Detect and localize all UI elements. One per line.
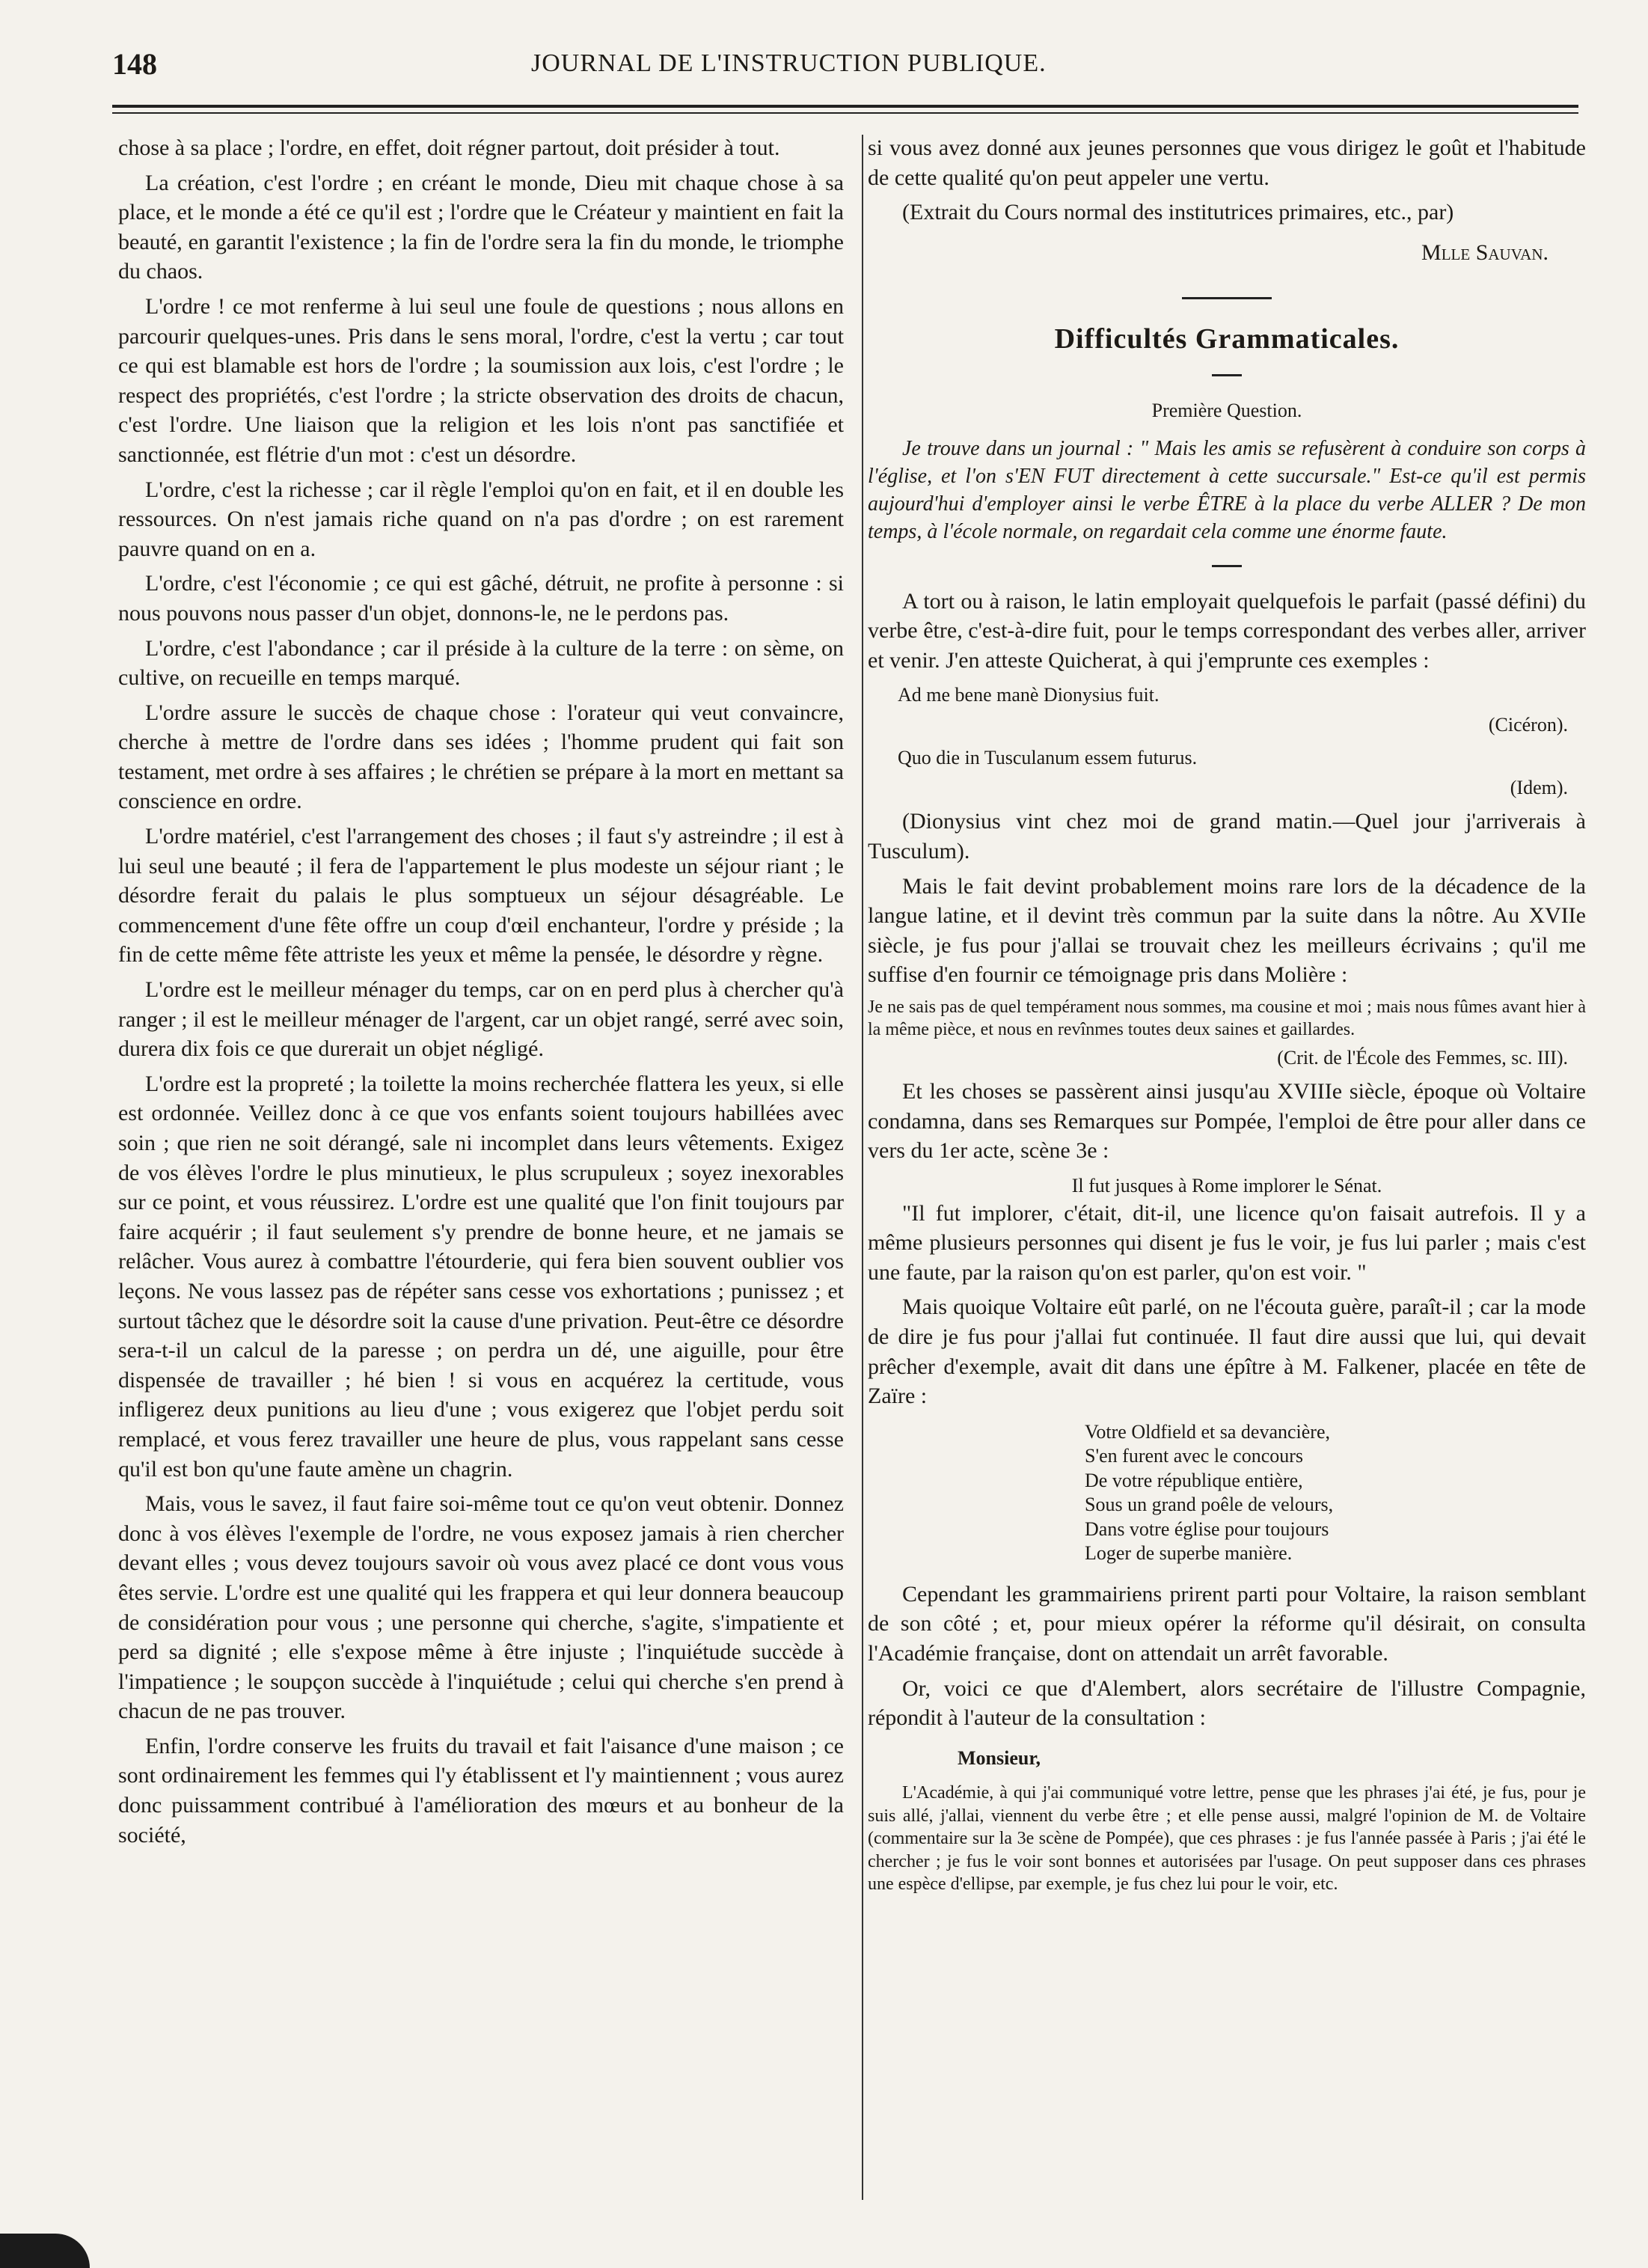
question-title: Première Question. bbox=[1151, 399, 1302, 421]
paragraph: L'ordre ! ce mot renferme à lui seul une foule de questions ; nous allons en parcourir quelques-unes. Pris dans le sens moral, l'ordre, c'est la vertu ; car tout ce qui est blamable est hors de l'ordre ; la soumission aux lois, c'est l'ordre ; le respect des propriétés, c'est l'ordre ; la stricte observation des droits de chacun, c'est l'ordre. Une liaison que la religion et les lois n'ont pas sanctifiée et sanctionnée, est flétrie d'un mot : c'est un désordre. bbox=[118, 293, 844, 467]
author-signature: Mlle Sauvan. bbox=[1421, 239, 1549, 265]
latin-quote: Quo die in Tusculanum essem futurus. bbox=[898, 747, 1198, 769]
answer-paragraph: "Il fut implorer, c'était, dit-il, une licence qu'on faisait autrefois. Il y a même plusieurs personnes qui disent je fus le voir, je fus lui parler ; mais c'est une faute, par la raison qu'on est parler, qu'on est voir. " bbox=[868, 1200, 1586, 1285]
paragraph: L'ordre est la propreté ; la toilette la moins recherchée flattera les yeux, si elle est ordonnée. Veillez donc à ce que vos enfants soient toujours habillées avec soin ; que rien ne soit dérangé, sale ni incomplet dans leurs vêtements. Exigez de vos élèves l'ordre le plus minutieux, le plus scrupuleux ; soyez inexorables sur ce point, et vous réussirez. L'ordre est une qualité que l'on finit toujours par faire acquérir ; il faut seulement s'y prendre de bonne heure, et ne jamais se relâcher. Vous aurez à combattre l'étourderie, qui fera bien souvent oublier vos leçons. Ne vous lassez pas de répéter sans cesse vos exhortations ; punissez ; et surtout tâchez que le désordre soit la cause d'une privation. Peut-être ce désordre sera-t-il un calcul de la paresse ; on perdra un dé, une aiguille, pour être dispensée de travailler ; hé bien ! si vous en acquérez la certitude, vous infligerez deux punitions au lieu d'une ; vous exigerez que l'objet perdu soit remplacé, et vous ferez travailler une heure de plus, vous rappelant sans cesse qu'il est bon qu'une faute amène un chagrin. bbox=[118, 1071, 844, 1482]
paragraph: L'ordre assure le succès de chaque chose : l'orateur qui veut convaincre, cherche à mettre de l'ordre dans ses idées ; l'homme prudent qui fait son testament, met ordre à ses affaires ; le chrétien se prépare à la mort en mettant sa conscience en ordre. bbox=[118, 700, 844, 814]
section-title: Difficultés Grammaticales. bbox=[1054, 323, 1400, 355]
quote-source: (Crit. de l'École des Femmes, sc. III). bbox=[1277, 1046, 1568, 1069]
paragraph: Enfin, l'ordre conserve les fruits du travail et fait l'aisance d'une maison ; ce sont ordinairement les femmes qui l'y établissent et l'y maintiennent ; vous aurez donc puissamment contribué à l'amélioration des mœurs et au bonheur de la société, bbox=[118, 1733, 844, 1847]
answer-paragraph: Et les choses se passèrent ainsi jusqu'au XVIIIe siècle, époque où Voltaire condamna, dans ses Remarques sur Pompée, l'emploi de être pour aller dans ce vers du 1er acte, scène 3e : bbox=[868, 1078, 1586, 1164]
paragraph: L'ordre matériel, c'est l'arrangement des choses ; il faut s'y astreindre ; il est à lui seul une beauté ; il fera de l'appartement le plus modeste un séjour riant ; le désordre ferait du palais le plus somptueux un séjour désagréable. Le commencement d'une fête offre un coup d'œil enchanteur, l'ordre y préside ; la fin de cette même fête attriste les yeux et même la pensée, le désordre y règne. bbox=[118, 824, 844, 968]
verse-line: De votre république entière, bbox=[1085, 1469, 1303, 1491]
paragraph: Mais, vous le savez, il faut faire soi-même tout ce qu'on veut obtenir. Donnez donc à vos élèves l'exemple de l'ordre, ne vous exposez jamais à rien chercher devant elles ; vous devez toujours savoir où vous avez placé ce dont vous vous êtes servie. L'ordre est une qualité qui les frappera et qui leur donnera beaucoup de considération pour vous ; une personne qui cherche, s'agite, s'impatiente et perd sa dignité ; elle s'expose même à être injuste ; l'inquiétude succède à l'impatience ; le soupçon succède à l'inquiétude ; celui qui cherche s'en prend à chacun de ne pas trouver. bbox=[118, 1491, 844, 1724]
answer-paragraph: A tort ou à raison, le latin employait quelquefois le parfait (passé défini) du verbe être, c'est-à-dire fuit, pour le temps correspondant des verbes aller, arriver et venir. J'en atteste Quicherat, à qui j'emprunte ces exemples : bbox=[868, 588, 1586, 673]
answer-paragraph: Mais le fait devint probablement moins rare lors de la décadence de la langue latine, et il devint très commun par la suite dans la nôtre. Au XVIIe siècle, je fus pour j'allai se trouvait chez les meilleurs écrivains ; qu'il me suffise d'en fournir ce témoignage pris dans Molière : bbox=[868, 873, 1586, 988]
paragraph: L'ordre, c'est la richesse ; car il règle l'emploi qu'on en fait, et il en double les ressources. On n'est jamais riche quand on n'a pas d'ordre ; on est rarement pauvre quand on en a. bbox=[118, 477, 844, 561]
latin-quote: Ad me bene manè Dionysius fuit. bbox=[898, 684, 1160, 706]
left-column bbox=[118, 133, 844, 1855]
answer-paragraph: (Dionysius vint chez moi de grand matin.—Quel jour j'arriverais à Tusculum). bbox=[868, 809, 1586, 864]
voltaire-line: Il fut jusques à Rome implorer le Sénat. bbox=[1071, 1174, 1382, 1196]
running-title: JOURNAL DE L'INSTRUCTION PUBLIQUE. bbox=[531, 49, 1047, 77]
paragraph: L'ordre, c'est l'économie ; ce qui est gâché, détruit, ne profite à personne : si nous pouvons nous passer d'un objet, donnons-le, ne le perdons pas. bbox=[118, 571, 844, 626]
quote-source: (Cicéron). bbox=[1488, 714, 1568, 736]
paragraph: La création, c'est l'ordre ; en créant le monde, Dieu mit chaque chose à sa place, et le monde a été ce qu'il est ; l'ordre que le Créateur y maintient en fait la beauté, en garantit l'existence ; la fin de l'ordre sera la fin du monde, le triomphe du chaos. bbox=[118, 170, 844, 284]
answer-paragraph: Cependant les grammairiens prirent parti pour Voltaire, la raison semblant de son côté ; et, pour mieux opérer la réforme qu'il désirait, on consulta l'Académie française, dont on attendait un arrêt favorable. bbox=[868, 1581, 1586, 1666]
verse-line: Loger de superbe manière. bbox=[1085, 1542, 1293, 1565]
moliere-quote: Je ne sais pas de quel tempérament nous sommes, ma cousine et moi ; mais nous fûmes avant hier à la même pièce, et nous en revînmes toutes deux saines et gaillardes. bbox=[868, 997, 1586, 1039]
column-divider bbox=[862, 135, 863, 2200]
title-separator bbox=[1212, 374, 1242, 376]
quote-source: (Idem). bbox=[1510, 777, 1568, 799]
source-note: (Extrait du Cours normal des institutrices primaires, etc., par) bbox=[902, 200, 1454, 225]
question-separator bbox=[1212, 565, 1242, 567]
corner-ink-stain bbox=[0, 2234, 90, 2268]
header-rule-thick bbox=[112, 105, 1578, 108]
paragraph: L'ordre est le meilleur ménager du temps, car on en perd plus à chercher qu'à ranger ; il est le meilleur ménager de l'argent, car un objet rangé, serré avec soin, durera dix fois ce que durerait un objet négligé. bbox=[118, 977, 844, 1062]
page-header bbox=[112, 45, 1578, 90]
verse-line: S'en furent avec le concours bbox=[1085, 1445, 1304, 1467]
question-text: Je trouve dans un journal : " Mais les amis se refusèrent à conduire son corps à l'église, et l'on s'EN FUT directement à cette succursale." Est-ce qu'il est permis aujourd'hui d'employer ainsi le verbe ÊTRE à la place du verbe ALLER ? De mon temps, à l'école normale, on regardait cela comme une énorme faute. bbox=[868, 436, 1586, 543]
answer-paragraph: Mais quoique Voltaire eût parlé, on ne l'écouta guère, paraît-il ; car la mode de dire je fus pour j'allai fut continuée. Il faut dire aussi que lui, qui devait prêcher d'exemple, avait dit dans une épître à M. Falkener, placée en tête de Zaïre : bbox=[868, 1295, 1586, 1409]
verse-block bbox=[1085, 1420, 1586, 1566]
paragraph: L'ordre, c'est l'abondance ; car il préside à la culture de la terre : on sème, on cultive, on recueille en temps marqué. bbox=[118, 635, 844, 691]
page-number: 148 bbox=[112, 47, 157, 81]
header-rule-thin bbox=[112, 112, 1578, 114]
section-separator bbox=[1182, 297, 1272, 299]
answer-paragraph: Or, voici ce que d'Alembert, alors secrétaire de l'illustre Compagnie, répondit à l'auteur de la consultation : bbox=[868, 1675, 1586, 1731]
letter-text: L'Académie, à qui j'ai communiqué votre lettre, pense que les phrases j'ai été, je fus, pour je suis allé, j'allai, viennent du verbe être ; et elle pense aussi, malgré l'opinion de M. de Voltaire (commentaire sur la 3e scène de Pompée), que ces phrases : je fus l'année passée à Paris ; j'ai été le chercher ; je fus le voir sont bonnes et autorisées par l'usage. On peut supposer dans ces phrases une espèce d'ellipse, par exemple, je fus chez lui pour le voir, etc. bbox=[868, 1783, 1586, 1895]
verse-line: Votre Oldfield et sa devancière, bbox=[1085, 1420, 1330, 1443]
verse-line: Sous un grand poêle de velours, bbox=[1085, 1494, 1334, 1516]
continuation-paragraph: si vous avez donné aux jeunes personnes que vous dirigez le goût et l'habitude de cette qualité qu'on peut appeler une vertu. bbox=[868, 135, 1586, 190]
right-column bbox=[868, 133, 1586, 1896]
letter-salutation: Monsieur, bbox=[958, 1746, 1041, 1769]
paragraph: chose à sa place ; l'ordre, en effet, doit régner partout, doit présider à tout. bbox=[118, 135, 780, 160]
verse-line: Dans votre église pour toujours bbox=[1085, 1517, 1329, 1540]
